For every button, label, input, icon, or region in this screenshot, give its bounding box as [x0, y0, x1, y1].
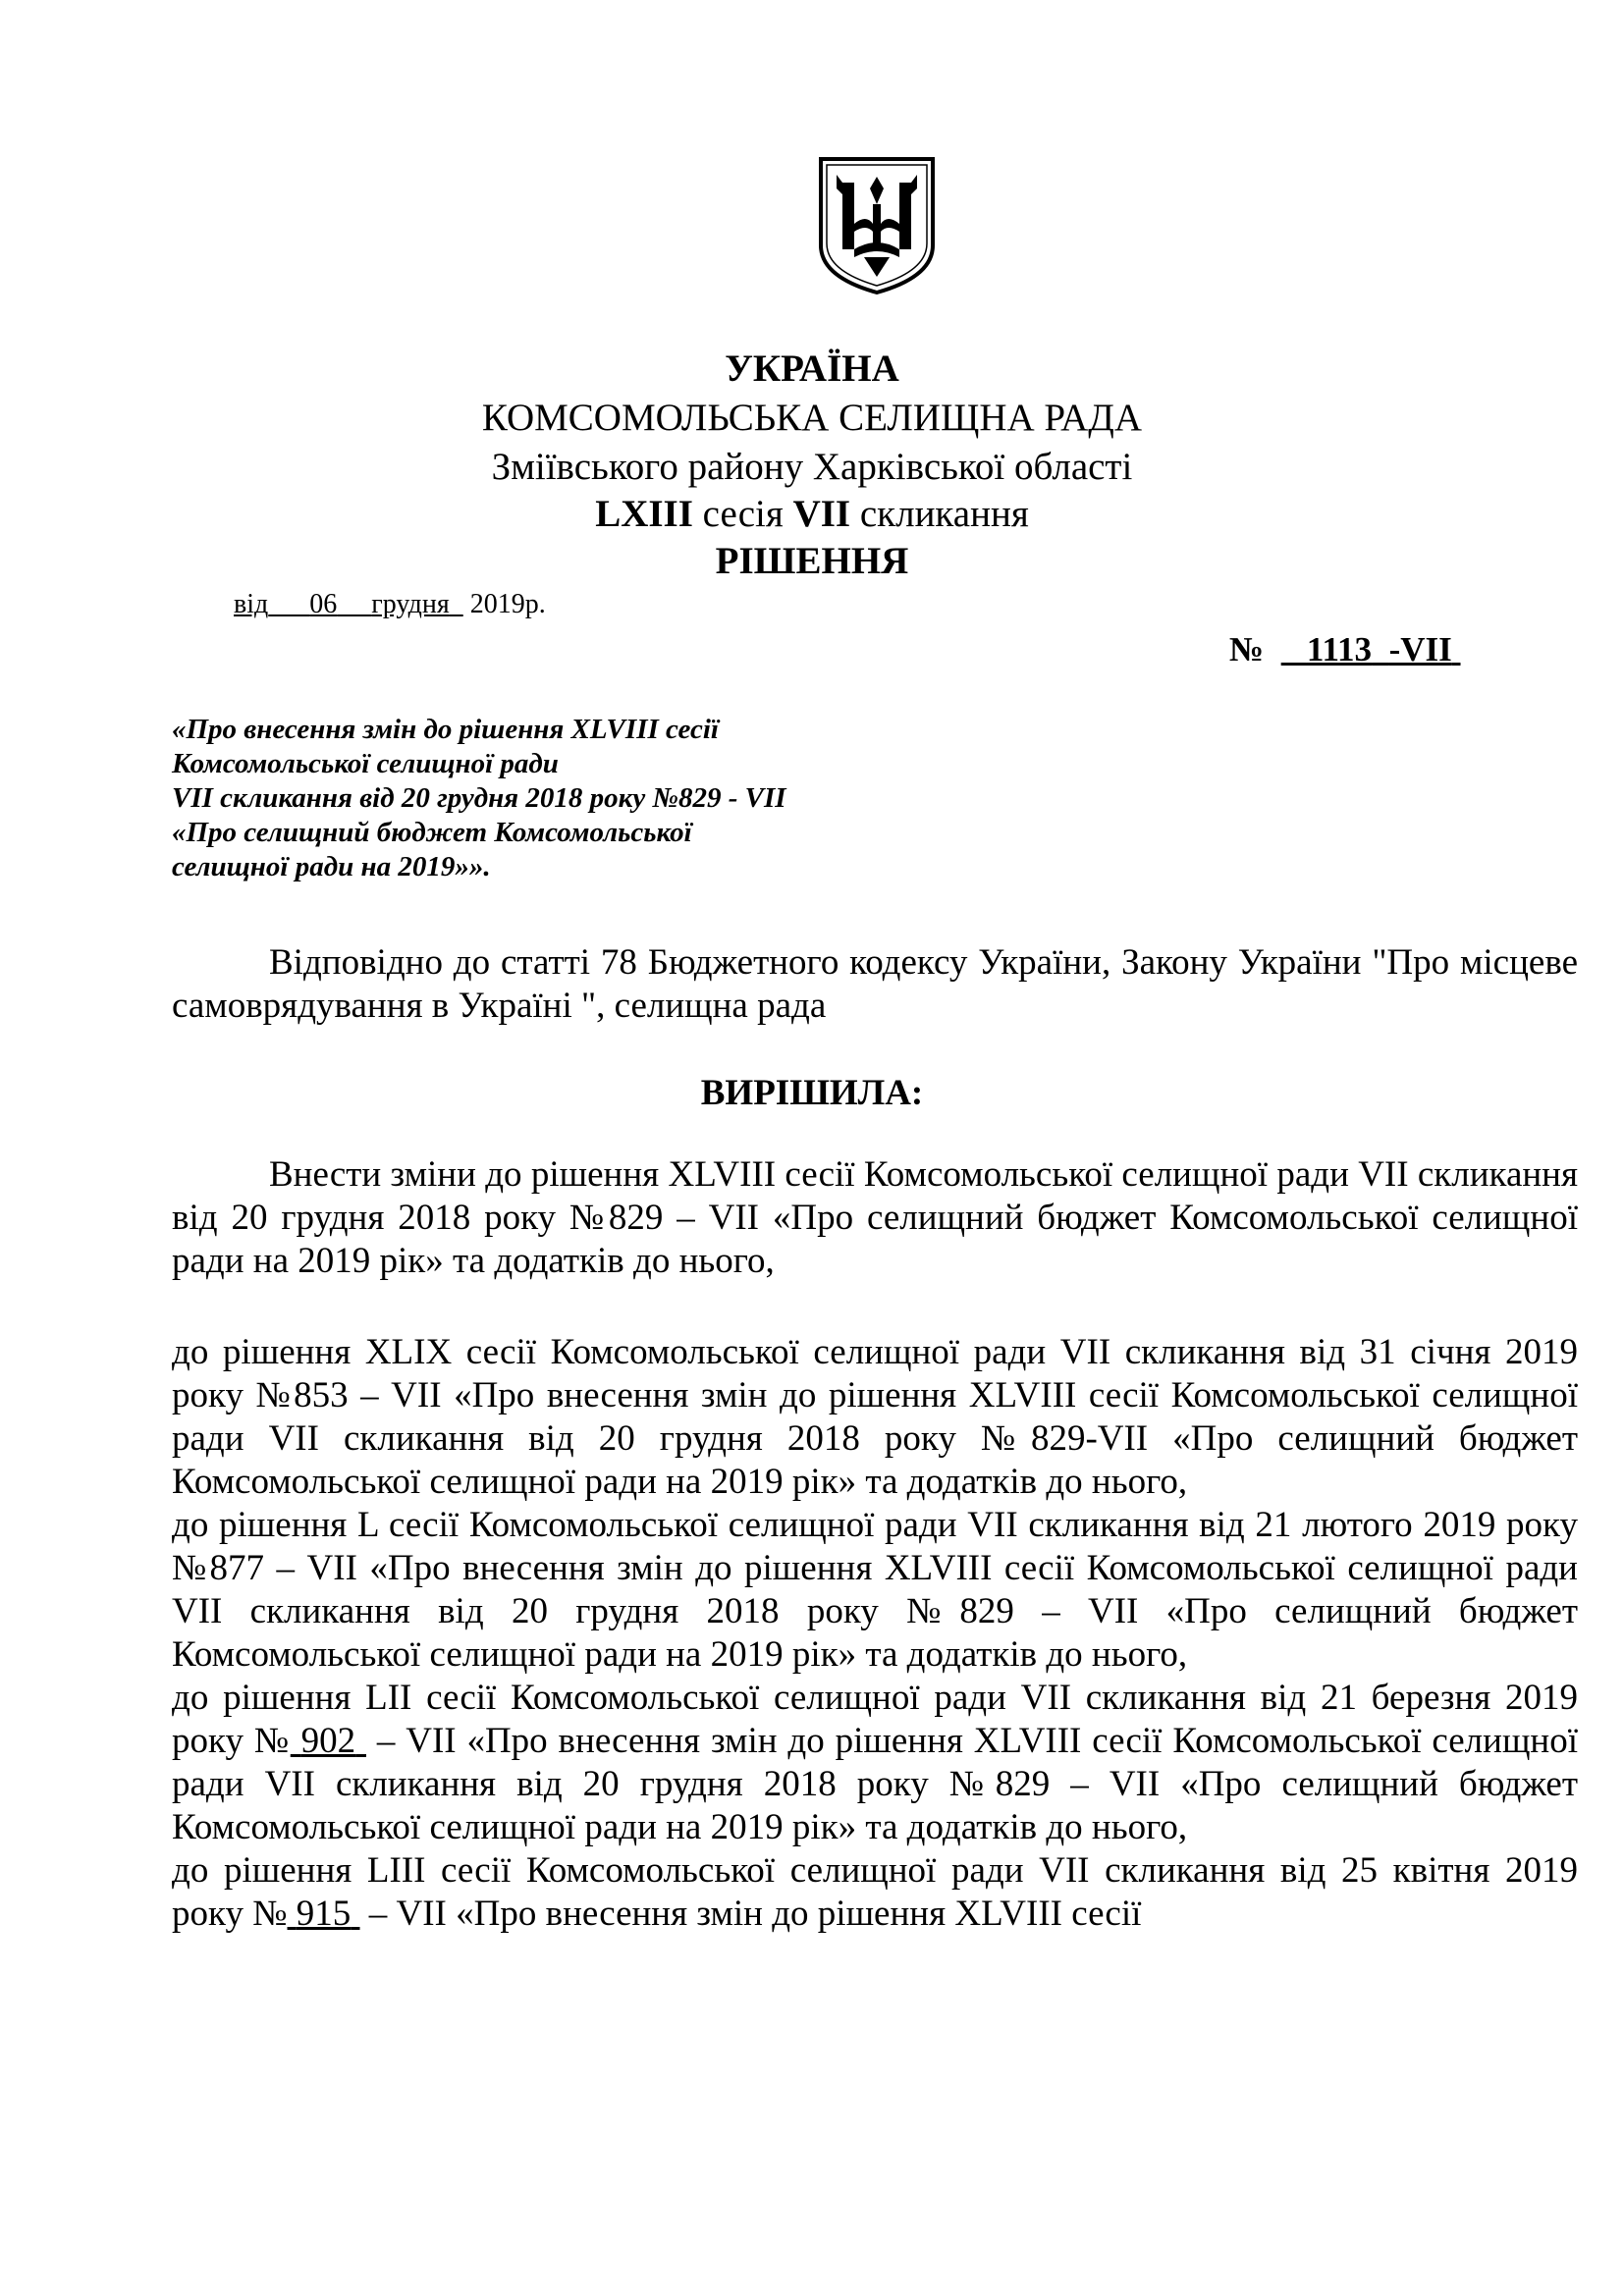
date-prefix: від 06 грудня: [234, 589, 450, 619]
council-name: КОМСОМОЛЬСЬКА СЕЛИЩНА РАДА: [481, 397, 1143, 439]
amended-decision-item: до рішення LIII сесії Комсомольської селищної ради VII скликання від 25 квітня 2019 року № 915 – VII «Про внесення змін до рішення XLVIII сесії: [172, 1850, 1578, 1934]
date-month: грудня: [371, 589, 450, 619]
subject-line: селищної ради на 2019»».: [172, 851, 491, 882]
session-word: сесія: [702, 493, 784, 535]
country-heading: УКРАЇНА: [725, 347, 899, 390]
legal-basis-paragraph: Відповідно до статті 78 Бюджетного кодексу України, Закону України "Про місцеве самоврядування в Україні ", селищна рада: [172, 942, 1578, 1026]
document-type-title: РІШЕННЯ: [715, 540, 909, 582]
amended-decision-item: до рішення XLIX сесії Комсомольської селищної ради VII скликання від 31 січня 2019 року №853 – VII «Про внесення змін до рішення XLVIII сесії Комсомольської селищної ради VII скликання від 20 грудня 2018 року №829-VII «Про селищний бюджет Комсомольської селищної ради на 2019 рік» та додатків до нього,: [172, 1332, 1578, 1502]
amended-decisions-list: [172, 1331, 1578, 1936]
decision-subject: [172, 713, 1056, 884]
amended-decision-item: до рішення LII сесії Комсомольської селищної ради VII скликання від 21 березня 2019 року № 902 – VII «Про внесення змін до рішення XLVIII сесії Комсомольської селищної ради VII скликання від 20 грудня 2018 року №829 – VII «Про селищний бюджет Комсомольської селищної ради на 2019 рік» та додатків до нього,: [172, 1678, 1579, 1847]
number-sign: №: [1229, 630, 1265, 668]
convocation-roman: VII: [792, 493, 851, 535]
amendment-paragraph: Внести зміни до рішення XLVIII сесії Комсомольської селищної ради VII скликання від 20 грудня 2018 року №829 – VII «Про селищний бюджет Комсомольської селищної ради на 2019 рік» та додатків до нього,: [172, 1154, 1578, 1281]
decision-number-915: 915: [296, 1894, 352, 1934]
subject-line: Комсомольської селищної ради: [172, 748, 559, 779]
date-day: 06: [309, 589, 338, 619]
decision-number-902: 902: [300, 1721, 356, 1761]
convocation-word: скликання: [859, 493, 1029, 535]
subject-line: VII скликання від 20 грудня 2018 року №829 - VII: [172, 782, 786, 814]
trident-coat-of-arms-icon: [815, 155, 939, 294]
subject-line: «Про внесення змін до рішення XLVIII сесії: [172, 714, 719, 745]
decision-number: [1229, 629, 1461, 670]
session-roman: LXIII: [595, 493, 693, 535]
date-year: 2019р.: [469, 589, 546, 619]
decision-date: [234, 587, 546, 622]
district-line: Зміївського району Харківської області: [491, 446, 1133, 488]
subject-line: «Про селищний бюджет Комсомольської: [172, 817, 692, 848]
amended-decision-item: до рішення L сесії Комсомольської селищної ради VII скликання від 21 лютого 2019 року №877 – VII «Про внесення змін до рішення XLVIII сесії Комсомольської селищної ради VII скликання від 20 грудня 2018 року №829 – VII «Про селищний бюджет Комсомольської селищної ради на 2019 рік» та додатків до нього,: [172, 1505, 1578, 1675]
resolved-heading: ВИРІШИЛА:: [700, 1073, 924, 1113]
number-value: _1113 -VII: [1280, 630, 1452, 668]
session-line: [0, 491, 1624, 538]
